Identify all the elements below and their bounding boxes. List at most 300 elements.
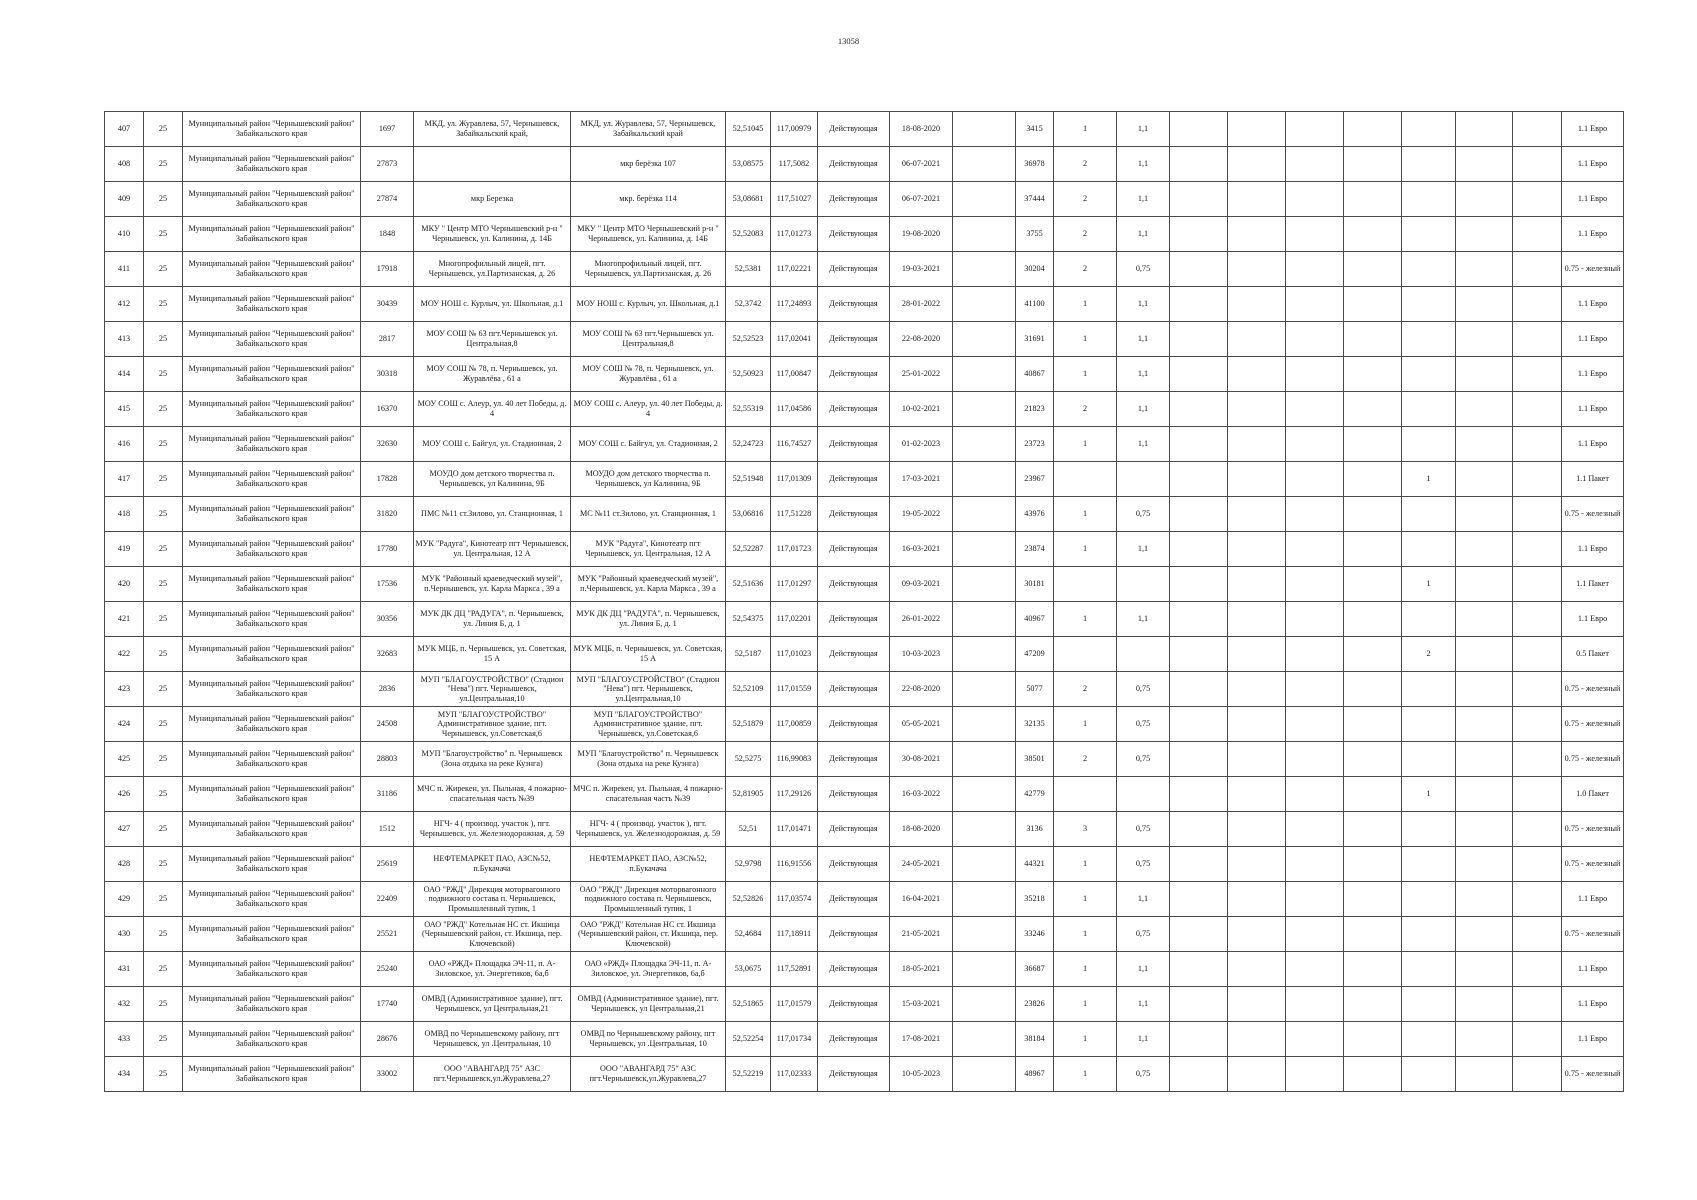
empty-cell — [1228, 707, 1286, 742]
empty-cell — [1344, 777, 1402, 812]
empty-cell — [953, 847, 1016, 882]
bag-count-cell — [1402, 1057, 1456, 1092]
date-cell: 19-05-2022 — [890, 497, 953, 532]
empty-cell — [1170, 252, 1228, 287]
longitude-cell: 117,29126 — [771, 777, 818, 812]
date-cell: 10-03-2023 — [890, 637, 953, 672]
address-cell: мкр Березка — [414, 182, 571, 217]
longitude-cell: 117,18911 — [771, 917, 818, 952]
registry-number-cell: 32135 — [1016, 707, 1054, 742]
address-cell: ОАО «РЖД» Площадка ЭЧ-11, п. А-Зиловское, ул. Энергетиков, 6а,б — [414, 952, 571, 987]
owner-cell: МОУ НОШ с. Курлыч, ул. Школьная, д.1 — [571, 287, 726, 322]
address-cell: МЧС п. Жирекен, ул. Пыльная, 4 пожарно-спасательная часть №39 — [414, 777, 571, 812]
status-cell: Действующая — [818, 742, 890, 777]
empty-cell — [1170, 847, 1228, 882]
table-row — [105, 1057, 1624, 1092]
empty-cell — [1228, 777, 1286, 812]
container-count-cell — [1054, 462, 1117, 497]
municipality-cell: Муниципальный район "Чернышевский район" Забайкальского края — [183, 602, 361, 637]
empty-cell — [1286, 392, 1344, 427]
owner-cell: мкр. берёзка 114 — [571, 182, 726, 217]
container-count-cell: 2 — [1054, 742, 1117, 777]
latitude-cell: 52,51948 — [726, 462, 771, 497]
empty-cell — [1286, 567, 1344, 602]
empty-cell — [953, 1057, 1016, 1092]
owner-cell: МКУ " Центр МТО Чернышевский р-н " Чернышевск, ул. Калинина, д. 14Б — [571, 217, 726, 252]
empty-cell — [1513, 812, 1562, 847]
empty-cell — [1456, 252, 1513, 287]
status-cell: Действующая — [818, 637, 890, 672]
empty-cell — [1513, 1057, 1562, 1092]
row-number-cell: 430 — [105, 917, 144, 952]
empty-cell — [1170, 287, 1228, 322]
empty-cell — [1456, 1022, 1513, 1057]
empty-cell — [1286, 987, 1344, 1022]
container-type-cell: 1.1 Пакет — [1562, 567, 1624, 602]
container-count-cell: 1 — [1054, 987, 1117, 1022]
address-cell: МОУ СОШ № 63 пгт.Чернышевск ул. Центральная,8 — [414, 322, 571, 357]
empty-cell — [1344, 182, 1402, 217]
longitude-cell: 117,02333 — [771, 1057, 818, 1092]
longitude-cell: 117,01723 — [771, 532, 818, 567]
latitude-cell: 52,5187 — [726, 637, 771, 672]
municipality-cell: Муниципальный район "Чернышевский район" Забайкальского края — [183, 812, 361, 847]
empty-cell — [1513, 742, 1562, 777]
municipality-cell: Муниципальный район "Чернышевский район" Забайкальского края — [183, 252, 361, 287]
latitude-cell: 52,51865 — [726, 987, 771, 1022]
latitude-cell: 52,52523 — [726, 322, 771, 357]
date-cell: 18-08-2020 — [890, 112, 953, 147]
container-volume-cell — [1117, 462, 1170, 497]
empty-cell — [1228, 812, 1286, 847]
municipality-cell: Муниципальный район "Чернышевский район" Забайкальского края — [183, 987, 361, 1022]
container-volume-cell: 0,75 — [1117, 812, 1170, 847]
empty-cell — [1344, 252, 1402, 287]
bag-count-cell — [1402, 812, 1456, 847]
region-code-cell: 25 — [144, 1022, 183, 1057]
owner-cell: мкр берёзка 107 — [571, 147, 726, 182]
date-cell: 01-02-2023 — [890, 427, 953, 462]
empty-cell — [1228, 847, 1286, 882]
empty-cell — [1344, 567, 1402, 602]
empty-cell — [1456, 357, 1513, 392]
longitude-cell: 117,00859 — [771, 707, 818, 742]
empty-cell — [1170, 217, 1228, 252]
container-count-cell: 1 — [1054, 357, 1117, 392]
table-row — [105, 322, 1624, 357]
container-type-cell: 0.75 - железный — [1562, 917, 1624, 952]
container-type-cell: 0.75 - железный — [1562, 672, 1624, 707]
address-cell: МОУ НОШ с. Курлыч, ул. Школьная, д.1 — [414, 287, 571, 322]
registry-number-cell: 38184 — [1016, 1022, 1054, 1057]
empty-cell — [1344, 882, 1402, 917]
container-type-cell: 0.75 - железный — [1562, 252, 1624, 287]
container-type-cell: 0.75 - железный — [1562, 742, 1624, 777]
empty-cell — [953, 252, 1016, 287]
empty-cell — [1286, 672, 1344, 707]
empty-cell — [1456, 182, 1513, 217]
latitude-cell: 52,9798 — [726, 847, 771, 882]
container-count-cell: 1 — [1054, 497, 1117, 532]
site-id-cell: 22409 — [361, 882, 414, 917]
address-cell: МУК "Районный краеведческий музей", п.Чернышевск, ул. Карла Маркса , 39 а — [414, 567, 571, 602]
empty-cell — [1170, 602, 1228, 637]
container-volume-cell: 0,75 — [1117, 847, 1170, 882]
status-cell: Действующая — [818, 252, 890, 287]
empty-cell — [1513, 952, 1562, 987]
bag-count-cell — [1402, 672, 1456, 707]
row-number-cell: 420 — [105, 567, 144, 602]
status-cell: Действующая — [818, 987, 890, 1022]
empty-cell — [1513, 182, 1562, 217]
container-volume-cell: 0,75 — [1117, 1057, 1170, 1092]
bag-count-cell — [1402, 392, 1456, 427]
empty-cell — [1344, 462, 1402, 497]
empty-cell — [1170, 917, 1228, 952]
municipality-cell: Муниципальный район "Чернышевский район" Забайкальского края — [183, 882, 361, 917]
empty-cell — [1170, 777, 1228, 812]
empty-cell — [1170, 182, 1228, 217]
empty-cell — [1286, 357, 1344, 392]
status-cell: Действующая — [818, 217, 890, 252]
empty-cell — [1228, 882, 1286, 917]
empty-cell — [1228, 252, 1286, 287]
latitude-cell: 52,52219 — [726, 1057, 771, 1092]
empty-cell — [1286, 847, 1344, 882]
empty-cell — [1513, 427, 1562, 462]
municipality-cell: Муниципальный район "Чернышевский район" Забайкальского края — [183, 462, 361, 497]
empty-cell — [1286, 112, 1344, 147]
municipality-cell: Муниципальный район "Чернышевский район" Забайкальского края — [183, 392, 361, 427]
latitude-cell: 52,52287 — [726, 532, 771, 567]
empty-cell — [1170, 952, 1228, 987]
region-code-cell: 25 — [144, 742, 183, 777]
empty-cell — [1344, 917, 1402, 952]
container-type-cell: 1.1 Евро — [1562, 217, 1624, 252]
longitude-cell: 117,02221 — [771, 252, 818, 287]
municipality-cell: Муниципальный район "Чернышевский район" Забайкальского края — [183, 847, 361, 882]
empty-cell — [1286, 322, 1344, 357]
bag-count-cell — [1402, 217, 1456, 252]
status-cell: Действующая — [818, 602, 890, 637]
container-type-cell: 0.75 - железный — [1562, 847, 1624, 882]
container-count-cell: 2 — [1054, 392, 1117, 427]
empty-cell — [1170, 987, 1228, 1022]
empty-cell — [1513, 357, 1562, 392]
empty-cell — [953, 952, 1016, 987]
date-cell: 25-01-2022 — [890, 357, 953, 392]
longitude-cell: 116,74527 — [771, 427, 818, 462]
latitude-cell: 52,50923 — [726, 357, 771, 392]
container-volume-cell: 1,1 — [1117, 532, 1170, 567]
table-row — [105, 112, 1624, 147]
row-number-cell: 412 — [105, 287, 144, 322]
address-cell: НЕФТЕМАРКЕТ ПАО, АЗС№52, п.Букачача — [414, 847, 571, 882]
municipality-cell: Муниципальный район "Чернышевский район" Забайкальского края — [183, 427, 361, 462]
row-number-cell: 411 — [105, 252, 144, 287]
region-code-cell: 25 — [144, 812, 183, 847]
empty-cell — [1456, 147, 1513, 182]
empty-cell — [953, 497, 1016, 532]
empty-cell — [953, 322, 1016, 357]
container-type-cell: 1.1 Евро — [1562, 392, 1624, 427]
bag-count-cell — [1402, 742, 1456, 777]
empty-cell — [1170, 637, 1228, 672]
municipality-cell: Муниципальный район "Чернышевский район" Забайкальского края — [183, 917, 361, 952]
empty-cell — [1228, 987, 1286, 1022]
empty-cell — [1286, 147, 1344, 182]
empty-cell — [1228, 287, 1286, 322]
date-cell: 17-08-2021 — [890, 1022, 953, 1057]
region-code-cell: 25 — [144, 952, 183, 987]
status-cell: Действующая — [818, 1022, 890, 1057]
table-row — [105, 812, 1624, 847]
table-row — [105, 567, 1624, 602]
date-cell: 06-07-2021 — [890, 182, 953, 217]
address-cell: ПМС №11 ст.Зилово, ул. Станционная, 1 — [414, 497, 571, 532]
longitude-cell: 117,51027 — [771, 182, 818, 217]
longitude-cell: 117,01734 — [771, 1022, 818, 1057]
empty-cell — [1513, 392, 1562, 427]
empty-cell — [1286, 287, 1344, 322]
empty-cell — [1286, 882, 1344, 917]
table-row — [105, 532, 1624, 567]
longitude-cell: 117,02201 — [771, 602, 818, 637]
date-cell: 17-03-2021 — [890, 462, 953, 497]
site-id-cell: 32683 — [361, 637, 414, 672]
container-type-cell: 1.0 Пакет — [1562, 777, 1624, 812]
registry-table — [104, 111, 1624, 1092]
table-row — [105, 287, 1624, 322]
empty-cell — [1344, 987, 1402, 1022]
municipality-cell: Муниципальный район "Чернышевский район" Забайкальского края — [183, 147, 361, 182]
empty-cell — [953, 182, 1016, 217]
empty-cell — [1513, 917, 1562, 952]
container-volume-cell: 1,1 — [1117, 217, 1170, 252]
empty-cell — [1344, 1057, 1402, 1092]
date-cell: 15-03-2021 — [890, 987, 953, 1022]
bag-count-cell: 1 — [1402, 567, 1456, 602]
date-cell: 06-07-2021 — [890, 147, 953, 182]
container-type-cell: 1.1 Пакет — [1562, 462, 1624, 497]
empty-cell — [1228, 322, 1286, 357]
date-cell: 24-05-2021 — [890, 847, 953, 882]
row-number-cell: 421 — [105, 602, 144, 637]
status-cell: Действующая — [818, 392, 890, 427]
empty-cell — [1286, 917, 1344, 952]
registry-number-cell: 23826 — [1016, 987, 1054, 1022]
empty-cell — [1513, 112, 1562, 147]
longitude-cell: 117,01579 — [771, 987, 818, 1022]
table-row — [105, 672, 1624, 707]
bag-count-cell — [1402, 847, 1456, 882]
owner-cell: МУК МЦБ, п. Чернышевск, ул. Советская, 15 А — [571, 637, 726, 672]
empty-cell — [1286, 742, 1344, 777]
municipality-cell: Муниципальный район "Чернышевский район" Забайкальского края — [183, 1022, 361, 1057]
container-type-cell: 1.1 Евро — [1562, 602, 1624, 637]
address-cell: МУП "Благоустройство" п. Чернышевск (Зона отдыха на реке Куэнга) — [414, 742, 571, 777]
site-id-cell: 1697 — [361, 112, 414, 147]
bag-count-cell: 1 — [1402, 462, 1456, 497]
empty-cell — [1456, 672, 1513, 707]
owner-cell: МУК ДК ДЦ "РАДУГА", п. Чернышевск, ул. Линия Б, д. 1 — [571, 602, 726, 637]
table-row — [105, 847, 1624, 882]
empty-cell — [1228, 357, 1286, 392]
region-code-cell: 25 — [144, 147, 183, 182]
empty-cell — [1170, 812, 1228, 847]
empty-cell — [1170, 357, 1228, 392]
container-count-cell — [1054, 567, 1117, 602]
owner-cell: Многопрофильный лицей, пгт. Чернышевск, ул.Партизанская, д. 26 — [571, 252, 726, 287]
status-cell: Действующая — [818, 497, 890, 532]
address-cell: МОУ СОШ № 78, п. Чернышевск, ул. Журавлёва , 61 а — [414, 357, 571, 392]
status-cell: Действующая — [818, 462, 890, 497]
empty-cell — [953, 707, 1016, 742]
registry-number-cell: 36978 — [1016, 147, 1054, 182]
site-id-cell: 33002 — [361, 1057, 414, 1092]
empty-cell — [1513, 497, 1562, 532]
bag-count-cell — [1402, 917, 1456, 952]
bag-count-cell — [1402, 952, 1456, 987]
row-number-cell: 414 — [105, 357, 144, 392]
container-count-cell: 1 — [1054, 112, 1117, 147]
empty-cell — [1170, 322, 1228, 357]
empty-cell — [1456, 777, 1513, 812]
row-number-cell: 408 — [105, 147, 144, 182]
registry-number-cell: 3415 — [1016, 112, 1054, 147]
site-id-cell: 30356 — [361, 602, 414, 637]
region-code-cell: 25 — [144, 987, 183, 1022]
table-row — [105, 602, 1624, 637]
region-code-cell: 25 — [144, 427, 183, 462]
container-volume-cell: 1,1 — [1117, 357, 1170, 392]
status-cell: Действующая — [818, 1057, 890, 1092]
empty-cell — [953, 742, 1016, 777]
empty-cell — [1344, 812, 1402, 847]
container-volume-cell: 1,1 — [1117, 147, 1170, 182]
owner-cell: МУК "Радуга", Кинотеатр пгт Чернышевск, ул. Центральная, 12 А — [571, 532, 726, 567]
empty-cell — [1513, 707, 1562, 742]
empty-cell — [1344, 847, 1402, 882]
latitude-cell: 52,5381 — [726, 252, 771, 287]
container-volume-cell: 0,75 — [1117, 672, 1170, 707]
address-cell: МКУ " Центр МТО Чернышевский р-н " Чернышевск, ул. Калинина, д. 14Б — [414, 217, 571, 252]
row-number-cell: 419 — [105, 532, 144, 567]
bag-count-cell — [1402, 287, 1456, 322]
region-code-cell: 25 — [144, 917, 183, 952]
municipality-cell: Муниципальный район "Чернышевский район" Забайкальского края — [183, 777, 361, 812]
row-number-cell: 407 — [105, 112, 144, 147]
container-count-cell: 1 — [1054, 707, 1117, 742]
longitude-cell: 117,00847 — [771, 357, 818, 392]
registry-number-cell: 38501 — [1016, 742, 1054, 777]
latitude-cell: 52,4684 — [726, 917, 771, 952]
longitude-cell: 116,99083 — [771, 742, 818, 777]
address-cell: МОУ СОШ с. Байгул, ул. Стадионная, 2 — [414, 427, 571, 462]
empty-cell — [953, 427, 1016, 462]
empty-cell — [1344, 112, 1402, 147]
empty-cell — [953, 882, 1016, 917]
container-volume-cell: 1,1 — [1117, 1022, 1170, 1057]
row-number-cell: 425 — [105, 742, 144, 777]
address-cell: НГЧ- 4 ( производ. участок ), пгт. Чернышевск, ул. Железнодорожная, д. 59 — [414, 812, 571, 847]
container-type-cell: 0.75 - железный — [1562, 1057, 1624, 1092]
registry-number-cell: 23967 — [1016, 462, 1054, 497]
empty-cell — [953, 287, 1016, 322]
date-cell: 22-08-2020 — [890, 322, 953, 357]
owner-cell: МОУ СОШ с. Алеур, ул. 40 лет Победы, д. 4 — [571, 392, 726, 427]
date-cell: 18-05-2021 — [890, 952, 953, 987]
row-number-cell: 424 — [105, 707, 144, 742]
empty-cell — [1286, 252, 1344, 287]
empty-cell — [1286, 217, 1344, 252]
container-volume-cell: 1,1 — [1117, 322, 1170, 357]
container-count-cell: 1 — [1054, 847, 1117, 882]
site-id-cell: 31820 — [361, 497, 414, 532]
latitude-cell: 52,55319 — [726, 392, 771, 427]
date-cell: 30-08-2021 — [890, 742, 953, 777]
address-cell: ООО "АВАНГАРД 75" АЗС пгт.Чернышевск,ул.Журавлева,27 — [414, 1057, 571, 1092]
latitude-cell: 53,08575 — [726, 147, 771, 182]
empty-cell — [1344, 952, 1402, 987]
container-type-cell: 1.1 Евро — [1562, 952, 1624, 987]
owner-cell: МЧС п. Жирекен, ул. Пыльная, 4 пожарно-спасательная часть №39 — [571, 777, 726, 812]
empty-cell — [1344, 217, 1402, 252]
row-number-cell: 409 — [105, 182, 144, 217]
status-cell: Действующая — [818, 672, 890, 707]
table-row — [105, 147, 1624, 182]
empty-cell — [1513, 252, 1562, 287]
municipality-cell: Муниципальный район "Чернышевский район" Забайкальского края — [183, 707, 361, 742]
page-number: 13058 — [837, 36, 860, 46]
empty-cell — [1344, 287, 1402, 322]
owner-cell: МОУ СОШ с. Байгул, ул. Стадионная, 2 — [571, 427, 726, 462]
empty-cell — [1228, 742, 1286, 777]
address-cell: ОМВД (Административное здание), пгт. Чернышевск, ул Центральная,21 — [414, 987, 571, 1022]
empty-cell — [1344, 707, 1402, 742]
empty-cell — [1228, 182, 1286, 217]
registry-number-cell: 3136 — [1016, 812, 1054, 847]
container-count-cell: 1 — [1054, 917, 1117, 952]
owner-cell: ОАО "РЖД" Котельная НС ст. Икшица (Чернышевский район, ст. Икшица, пер. Ключевской) — [571, 917, 726, 952]
owner-cell: НЕФТЕМАРКЕТ ПАО, АЗС№52, п.Букачача — [571, 847, 726, 882]
latitude-cell: 52,51636 — [726, 567, 771, 602]
site-id-cell: 17828 — [361, 462, 414, 497]
container-volume-cell: 0,75 — [1117, 497, 1170, 532]
empty-cell — [953, 112, 1016, 147]
container-type-cell: 1.1 Евро — [1562, 147, 1624, 182]
latitude-cell: 52,51045 — [726, 112, 771, 147]
table-row — [105, 252, 1624, 287]
empty-cell — [1286, 182, 1344, 217]
empty-cell — [1228, 1022, 1286, 1057]
container-type-cell: 1.1 Евро — [1562, 987, 1624, 1022]
bag-count-cell — [1402, 252, 1456, 287]
table-row — [105, 987, 1624, 1022]
container-type-cell: 1.1 Евро — [1562, 322, 1624, 357]
table-row — [105, 462, 1624, 497]
owner-cell: МС №11 ст.Зилово, ул. Станционная, 1 — [571, 497, 726, 532]
owner-cell: МОУДО дом детского творчества п. Чернышевск, ул Калинина, 9Б — [571, 462, 726, 497]
region-code-cell: 25 — [144, 357, 183, 392]
municipality-cell: Муниципальный район "Чернышевский район" Забайкальского края — [183, 1057, 361, 1092]
address-cell: МОУ СОШ с. Алеур, ул. 40 лет Победы, д. 4 — [414, 392, 571, 427]
site-id-cell: 17740 — [361, 987, 414, 1022]
container-type-cell: 1.1 Евро — [1562, 882, 1624, 917]
municipality-cell: Муниципальный район "Чернышевский район" Забайкальского края — [183, 742, 361, 777]
empty-cell — [1228, 1057, 1286, 1092]
container-count-cell: 2 — [1054, 252, 1117, 287]
